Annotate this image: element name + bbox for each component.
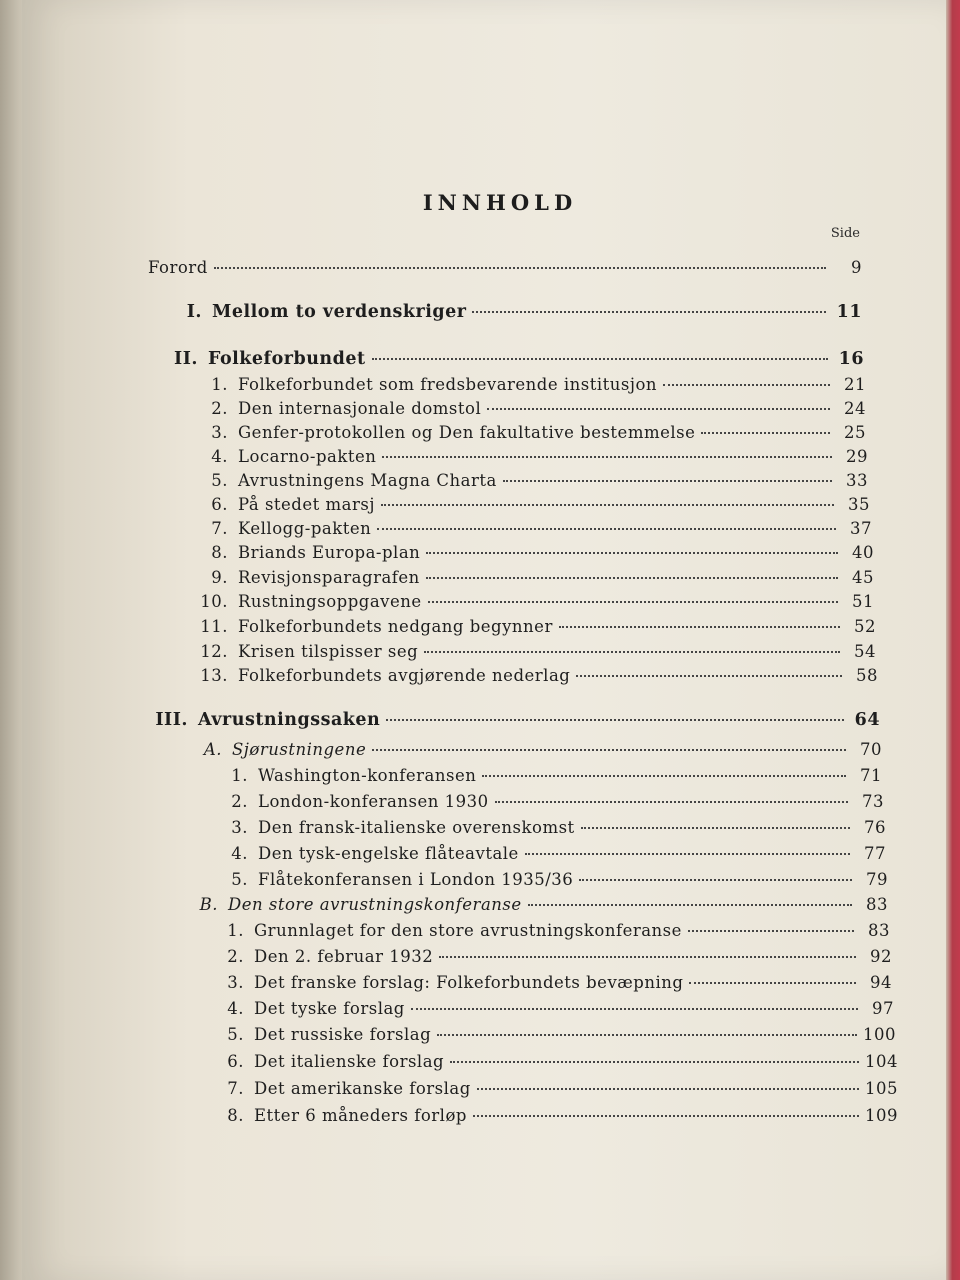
dot-leader: [477, 1088, 859, 1090]
toc-entry-title: Folkeforbundets avgjørende nederlag: [238, 666, 571, 685]
dot-leader: [411, 1008, 858, 1010]
toc-entry: [198, 423, 866, 442]
toc-entry-page: 71: [860, 766, 882, 785]
toc-entry-title: Den 2. februar 1932: [254, 947, 434, 966]
toc-entry-number: 2.: [227, 947, 244, 966]
dot-leader: [487, 408, 830, 410]
toc-entry-page: 16: [838, 349, 864, 369]
toc-entry-title: Det tyske forslag: [254, 999, 405, 1018]
dot-leader: [428, 601, 838, 603]
toc-entry: [218, 1106, 898, 1125]
toc-entry-number: 1.: [231, 766, 248, 785]
toc-entry-title: Avrustningens Magna Charta: [238, 471, 497, 490]
toc-entry: [192, 642, 876, 661]
toc-entry: [176, 302, 862, 322]
toc-entry-page: 73: [862, 792, 884, 811]
toc-entry-number: 5.: [231, 870, 248, 889]
toc-entry-title: Folkeforbundet som fredsbevarende institusjon: [238, 375, 658, 394]
toc-entry: [192, 617, 876, 636]
toc-entry-number: 8.: [211, 543, 228, 562]
toc-entry-title: Folkeforbundet: [208, 349, 366, 369]
dot-leader: [701, 432, 830, 434]
dot-leader: [372, 358, 828, 360]
toc-entry-page: 24: [844, 399, 866, 418]
toc-entry: [218, 1025, 896, 1044]
toc-entry: [198, 447, 868, 466]
toc-entry-number: II.: [174, 349, 198, 369]
toc-entry-number: 7.: [211, 519, 228, 538]
toc-entry-page: 54: [854, 642, 876, 661]
toc-entry-number: 2.: [231, 792, 248, 811]
dot-leader: [377, 528, 836, 530]
toc-entry-title: Det russiske forslag: [254, 1025, 432, 1044]
toc-entry-page: 25: [844, 423, 866, 442]
toc-entry: [218, 999, 894, 1018]
toc-entry-title: Flåtekonferansen i London 1935/36: [258, 870, 574, 889]
toc-entry-number: 2.: [211, 399, 228, 418]
toc-entry-page: 9: [851, 258, 862, 277]
toc-entry: [218, 973, 892, 992]
toc-entry-page: 35: [848, 495, 870, 514]
toc-entry-number: 5.: [227, 1025, 244, 1044]
dot-leader: [424, 651, 840, 653]
toc-entry-number: 6.: [227, 1052, 244, 1071]
toc-entry: [222, 766, 882, 785]
dot-leader: [450, 1061, 859, 1063]
toc-entry-number: 7.: [227, 1079, 244, 1098]
toc-entry-page: 109: [865, 1106, 898, 1125]
dot-leader: [472, 311, 826, 313]
toc-entry-page: 52: [854, 617, 876, 636]
dot-leader: [559, 626, 840, 628]
toc-entry-number: 11.: [200, 617, 228, 636]
toc-entry: [218, 921, 890, 940]
toc-entry-title: Den fransk-italienske overenskomst: [258, 818, 575, 837]
toc-entry-title: På stedet marsj: [238, 495, 375, 514]
toc-entry: [198, 568, 874, 587]
dot-leader: [688, 930, 854, 932]
toc-entry-page: 21: [844, 375, 866, 394]
page-column-header: Side: [830, 226, 860, 241]
toc-entry: [198, 471, 868, 490]
toc-entry-number: 1.: [211, 375, 228, 394]
toc-entry: [222, 870, 888, 889]
page-title: INNHOLD: [422, 190, 578, 215]
toc-entry-title: Forord: [148, 258, 208, 277]
dot-leader: [372, 749, 846, 751]
toc-entry-title: Revisjonsparagrafen: [238, 568, 420, 587]
toc-entry-title: Folkeforbundets nedgang begynner: [238, 617, 553, 636]
toc-entry-title: Sjørustningene: [232, 740, 367, 759]
toc-entry-number: 3.: [231, 818, 248, 837]
toc-entry-number: 3.: [211, 423, 228, 442]
toc-entry-page: 79: [866, 870, 888, 889]
toc-entry-title: Grunnlaget for den store avrustningskonferanse: [254, 921, 682, 940]
toc-entry-title: Briands Europa-plan: [238, 543, 421, 562]
toc-entry-page: 11: [836, 302, 862, 322]
toc-entry: [196, 740, 882, 759]
toc-entry-title: Det amerikanske forslag: [254, 1079, 471, 1098]
dot-leader: [482, 775, 846, 777]
toc-entry: [150, 710, 880, 730]
toc-entry: [218, 1052, 898, 1071]
dot-leader: [381, 504, 834, 506]
toc-entry: [198, 399, 866, 418]
toc-entry-number: 8.: [227, 1106, 244, 1125]
toc-entry-title: Kellogg-pakten: [238, 519, 372, 538]
toc-entry: [198, 495, 870, 514]
dot-leader: [576, 675, 842, 677]
toc-entry-number: 3.: [227, 973, 244, 992]
toc-entry-title: Mellom to verdenskriger: [212, 302, 467, 322]
dot-leader: [689, 982, 856, 984]
toc-entry-number: A.: [203, 740, 222, 759]
toc-entry-page: 29: [846, 447, 868, 466]
toc-entry-title: Genfer-protokollen og Den fakultative bestemmelse: [238, 423, 696, 442]
toc-entry-page: 70: [860, 740, 882, 759]
toc-entry-number: 4.: [231, 844, 248, 863]
toc-entry-title: Krisen tilspisser seg: [238, 642, 419, 661]
toc-entry-number: 4.: [211, 447, 228, 466]
toc-entry-number: 13.: [200, 666, 228, 685]
toc-entry-number: B.: [199, 895, 218, 914]
toc-entry-title: Det franske forslag: Folkeforbundets bevæpning: [254, 973, 684, 992]
toc-entry-page: 83: [868, 921, 890, 940]
toc-entry: [166, 349, 864, 369]
toc-entry-title: London-konferansen 1930: [258, 792, 489, 811]
dot-leader: [663, 384, 830, 386]
toc-entry: [192, 592, 874, 611]
toc-entry-number: 6.: [211, 495, 228, 514]
toc-entry-number: 12.: [200, 642, 228, 661]
dot-leader: [581, 827, 850, 829]
dot-leader: [503, 480, 832, 482]
toc-entry-number: I.: [186, 302, 202, 322]
toc-entry-page: 58: [856, 666, 878, 685]
toc-entry-page: 104: [865, 1052, 898, 1071]
toc-entry-page: 76: [864, 818, 886, 837]
toc-entry: [218, 947, 892, 966]
toc-entry-page: 83: [866, 895, 888, 914]
toc-entry-title: Washington-konferansen: [258, 766, 477, 785]
toc-entry-title: Den store avrustningskonferanse: [228, 895, 522, 914]
dot-leader: [473, 1115, 859, 1117]
toc-entry-number: 1.: [227, 921, 244, 940]
dot-leader: [386, 719, 844, 721]
toc-entry-number: 4.: [227, 999, 244, 1018]
dot-leader: [579, 879, 852, 881]
toc-entry-number: III.: [155, 710, 188, 730]
toc-entry: [222, 792, 884, 811]
toc-entry: [198, 519, 872, 538]
toc-entry: [148, 258, 862, 277]
toc-entry-title: Etter 6 måneders forløp: [254, 1106, 467, 1125]
toc-entry: [222, 818, 886, 837]
toc-entry: [192, 895, 888, 914]
dot-leader: [426, 552, 838, 554]
dot-leader: [382, 456, 832, 458]
toc-entry-title: Locarno-pakten: [238, 447, 377, 466]
toc-entry-page: 92: [870, 947, 892, 966]
toc-entry-title: Avrustningssaken: [198, 710, 381, 730]
toc-entry-page: 97: [872, 999, 894, 1018]
dot-leader: [525, 853, 850, 855]
toc-entry-page: 94: [870, 973, 892, 992]
toc-entry: [198, 543, 874, 562]
dot-leader: [437, 1034, 857, 1036]
toc-entry-number: 10.: [200, 592, 228, 611]
toc-entry-title: Den tysk-engelske flåteavtale: [258, 844, 519, 863]
toc-entry-page: 100: [863, 1025, 896, 1044]
toc-entry-page: 64: [854, 710, 880, 730]
toc-entry-page: 37: [850, 519, 872, 538]
toc-entry-page: 105: [865, 1079, 898, 1098]
toc-entry-title: Rustningsoppgavene: [238, 592, 422, 611]
dot-leader: [528, 904, 852, 906]
toc-entry-title: Det italienske forslag: [254, 1052, 445, 1071]
toc-entry-page: 45: [852, 568, 874, 587]
toc-entry-number: 5.: [211, 471, 228, 490]
toc-entry: [222, 844, 886, 863]
dot-leader: [426, 577, 838, 579]
toc-entry-number: 9.: [211, 568, 228, 587]
toc-entry-title: Den internasjonale domstol: [238, 399, 482, 418]
toc-entry: [198, 375, 866, 394]
toc-entry: [192, 666, 878, 685]
toc-entry: [218, 1079, 898, 1098]
dot-leader: [439, 956, 856, 958]
toc-entry-page: 77: [864, 844, 886, 863]
toc-entry-page: 40: [852, 543, 874, 562]
dot-leader: [495, 801, 848, 803]
dot-leader: [214, 267, 826, 269]
toc-entry-page: 51: [852, 592, 874, 611]
toc-entry-page: 33: [846, 471, 868, 490]
